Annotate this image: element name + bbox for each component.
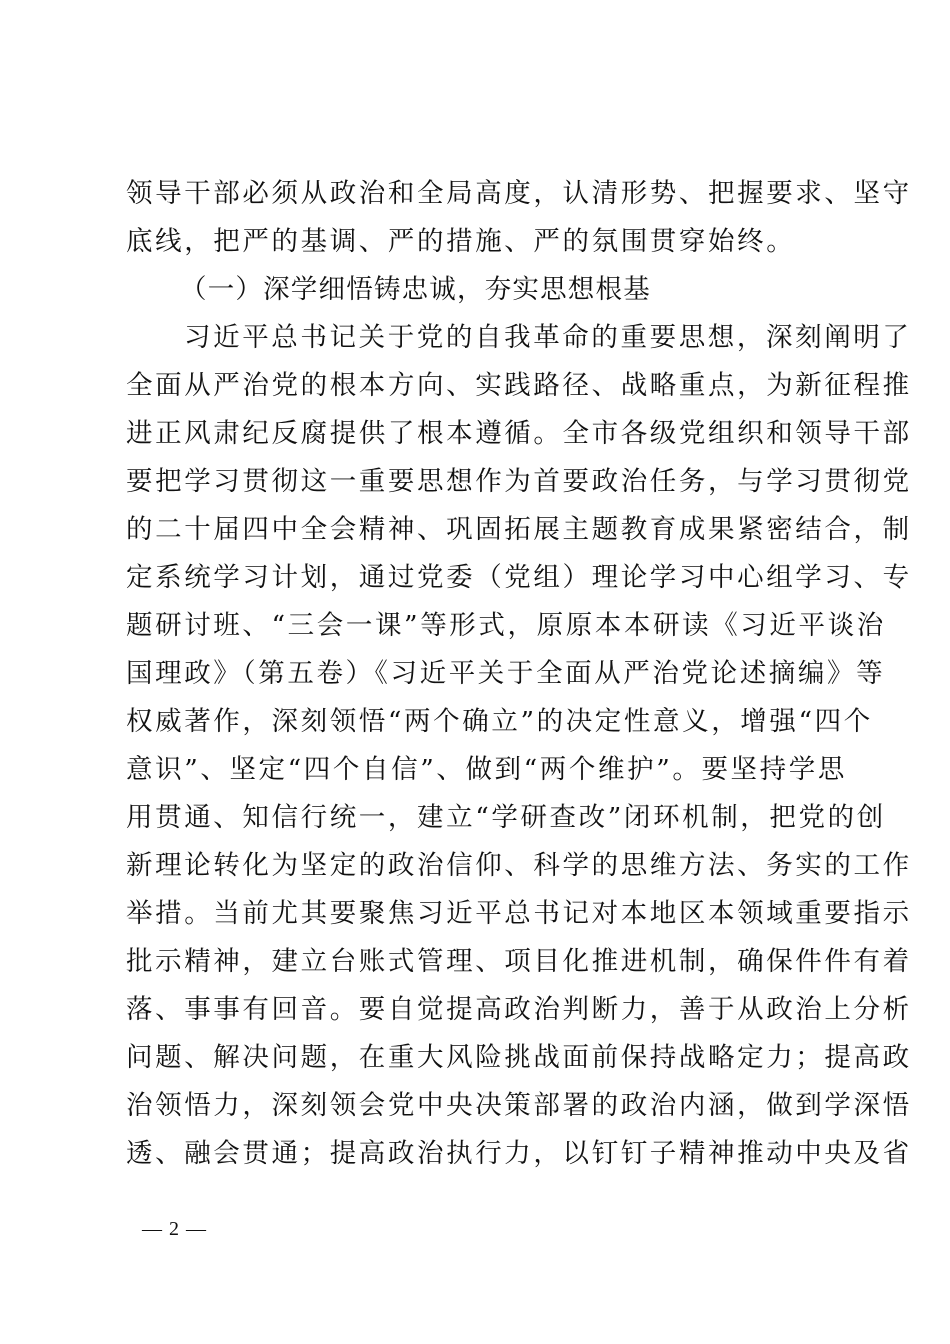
paragraph-line: 透、融会贯通；提高政治执行力，以钉钉子精神推动中央及省 [126,1138,912,1169]
paragraph-line: 定系统学习计划，通过党委（党组）理论学习中心组学习、专 [126,562,912,593]
paragraph-line: 用贯通、知信行统一，建立“学研查改”闭环机制，把党的创 [126,802,886,833]
paragraph-line: 权威著作，深刻领悟“两个确立”的决定性意义，增强“四个 [126,706,873,737]
paragraph-line: 问题、解决问题，在重大风险挑战面前保持战略定力；提高政 [126,1042,912,1073]
paragraph-first-line: 习近平总书记关于党的自我革命的重要思想，深刻阐明了 [184,322,912,353]
paragraph-line: 领导干部必须从政治和全局高度，认清形势、把握要求、坚守 [126,178,912,209]
paragraph-line: 的二十届四中全会精神、巩固拓展主题教育成果紧密结合，制 [126,514,912,545]
document-body [126,170,912,1178]
paragraph-line: 意识”、坚定“四个自信”、做到“两个维护”。要坚持学思 [126,754,847,785]
paragraph-line: 国理政》（第五卷）《习近平关于全面从严治党论述摘编》等 [126,658,886,689]
section-heading: （一）深学细悟铸忠诚，夯实思想根基 [180,274,651,305]
paragraph-line: 要把学习贯彻这一重要思想作为首要政治任务，与学习贯彻党 [126,466,912,497]
paragraph-line: 治领悟力，深刻领会党中央决策部署的政治内涵，做到学深悟 [126,1090,912,1121]
paragraph-line: 新理论转化为坚定的政治信仰、科学的思维方法、务实的工作 [126,850,912,881]
paragraph-line: 底线，把严的基调、严的措施、严的氛围贯穿始终。 [126,226,796,257]
page-number: — 2 — [142,1218,207,1240]
paragraph-line: 举措。当前尤其要聚焦习近平总书记对本地区本领域重要指示 [126,898,912,929]
paragraph-line: 题研讨班、“三会一课”等形式，原原本本研读《习近平谈治 [126,610,886,641]
paragraph-line: 进正风肃纪反腐提供了根本遵循。全市各级党组织和领导干部 [126,418,912,449]
paragraph-line: 批示精神，建立台账式管理、项目化推进机制，确保件件有着 [126,946,912,977]
paragraph-line: 落、事事有回音。要自觉提高政治判断力，善于从政治上分析 [126,994,912,1025]
paragraph-line: 全面从严治党的根本方向、实践路径、战略重点，为新征程推 [126,370,912,401]
